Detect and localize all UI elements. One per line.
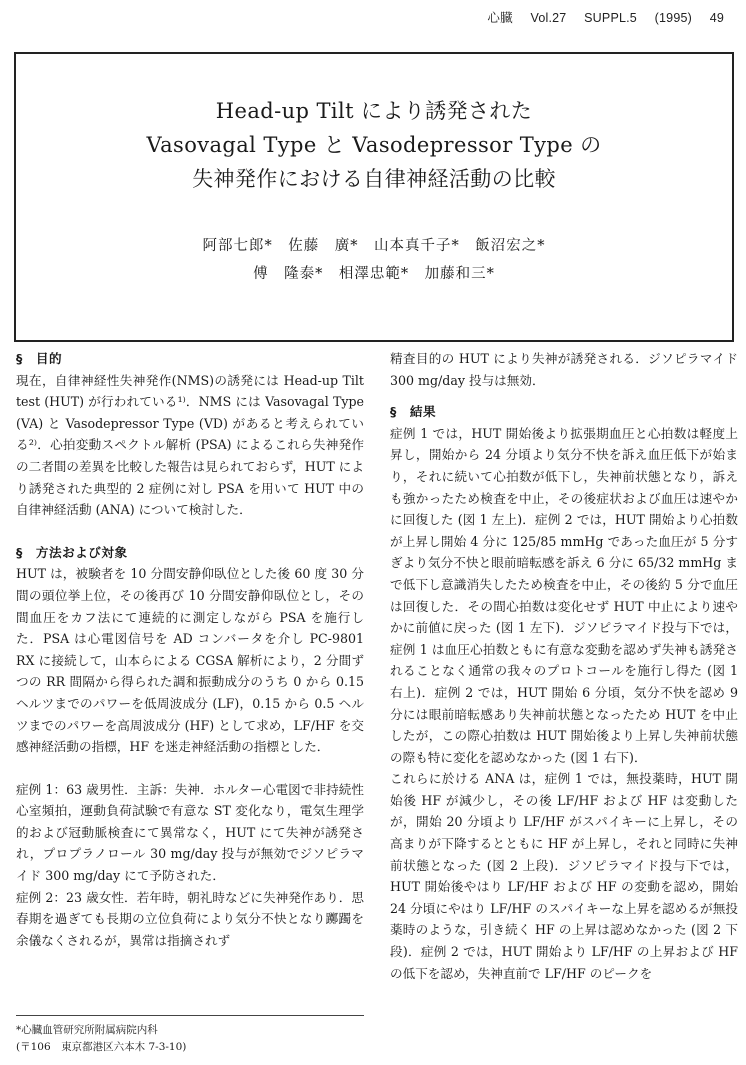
running-header (473, 8, 724, 26)
section-body-methods: HUT は，被験者を 10 分間安静仰臥位とした後 60 度 30 分間の頭位挙上位，その後再び 10 分間安静仰臥位とし，その間血圧をカフ法にて連続的に測定しながら PSA を施行した．PSA は心電図信号を AD コンバータを介し PC-9801 RX に接続して，山本らによる CGSA 解析により，2 分間ずつの RR 間隔から得られた調和振動成分のうち 0 から 0.15 ヘルツまでのパワーを低周波成分 (LF)，0.15 から 0.5 ヘルツまでのパワーを高周波成分 (HF) として求め，LF/HF を交感神経活動の指標，HF を迷走神経活動の指標とした． (16, 566, 364, 755)
section-body-purpose: 現在，自律神経性失神発作(NMS)の誘発には Head-up Tilt test (HUT) が行われている¹⁾．NMS には Vasovagal Type (VA) と Vasodepressor Type (VD) があると考えられている²⁾．心拍変動スペクトル解析 (PSA) によるこれら失神発作の二者間の差異を比較した報告は見られておらず，HUT により誘発された典型的 2 症例に対し PSA を用いて HUT 中の自律神経活動 (ANA) について検討した． (16, 372, 364, 518)
title-line-3: 失神発作における自律神経活動の比較 (192, 167, 556, 191)
title-box (14, 52, 734, 342)
results-paragraph-1: 症例 1 では，HUT 開始後より拡張期血圧と心拍数は軽度上昇し，開始から 24 分頃より気分不快を訴え血圧低下が始まり，それに続いて心拍数が低下し，失神前状態となり，訴えも強かったため検査を中止，その後症状および血圧は速やかに回復した (図 1 左上)．症例 2 では，HUT 開始より心拍数が上昇し開始 4 分に 125/85 mmHg であった血圧が 5 分すぎより気分不快と眼前暗転感を訴え 6 分に 65/32 mmHg まで低下し意識消失したため検査を中止，その後約 5 分で血圧は回復した．その間心拍数は変化せず HUT 中止により速やかに前値に戻った (図 1 左下)．ジソピラマイド投与下では，症例 1 は血圧心拍数ともに有意な変動を認めず失神も誘発されることなく通常の我々のプロトコールを施行し得た (図 1 右上)．症例 2 では，HUT 開始 6 分頃，気分不快を認め 9 分には眼前暗転感あり失神前状態となったため HUT を中止したが，この際心拍数は HUT 開始後より上昇し失神前状態の際も特に変化を認めなかった (図 1 右下)． (390, 425, 738, 765)
author-list (16, 232, 732, 288)
affiliation-footnote (16, 1015, 364, 1056)
section-heading-results: § 結果 (390, 404, 437, 420)
journal-supplement: SUPPL.5 (584, 11, 637, 25)
case-2-paragraph: 症例 2：23 歳女性．若年時，朝礼時などに失神発作あり．思春期を過ぎても長期の立位負荷により気分不快となり躑躅を余儀なくされるが，異常は指摘されず (16, 889, 364, 948)
results-paragraph-2: これらに於ける ANA は，症例 1 では，無投薬時，HUT 開始後 HF が減少し，その後 LF/HF および HF は変動したが，開始 20 分頃より LF/HF がスパイキーに上昇し，その高まりが下降するとともに HF が上昇し，それと同時に失神前状態となった (図 2 上段)．ジソピラマイド投与下では，HUT 開始後やはり LF/HF および HF の変動を認め，開始 24 分頃にやはり LF/HF のスパイキーな上昇を認めるが無投薬時のような，引き続く HF の上昇は認めなかった (図 2 下段)．症例 2 では，HUT 開始より LF/HF の上昇および HF の低下を認め，失神直前で LF/HF のピークを (390, 771, 738, 981)
section-heading-methods: § 方法および対象 (16, 544, 128, 560)
title-line-2: Vasovagal Type と Vasodepressor Type の (146, 133, 602, 157)
title-line-1: Head-up Tilt により誘発された (215, 99, 533, 123)
authors-line-1: 阿部七郎* 佐藤 廣* 山本真千子* 飯沼宏之* (202, 238, 546, 254)
footnote-address: (〒106 東京都港区六本木 7-3-10) (16, 1041, 187, 1053)
left-column (16, 348, 364, 951)
journal-year: (1995) (654, 11, 692, 25)
right-column (390, 348, 738, 984)
continued-paragraph: 精査目的の HUT により失神が誘発される．ジソピラマイド 300 mg/day 投与は無効． (390, 351, 738, 388)
page-number: 49 (709, 11, 724, 25)
article-title (16, 94, 732, 196)
journal-name: 心臓 (487, 11, 513, 25)
footnote-affiliation: *心臓血管研究所附属病院内科 (16, 1024, 158, 1036)
authors-line-2: 傅 隆泰* 相澤忠範* 加藤和三* (253, 266, 495, 282)
journal-volume: Vol.27 (530, 11, 567, 25)
section-heading-purpose: § 目的 (16, 351, 63, 366)
case-1-paragraph: 症例 1：63 歳男性．主訴：失神．ホルター心電図で非持続性心室頻拍，運動負荷試験で有意な ST 変化なり，電気生理学的および冠動脈検査にて異常なく，HUT にて失神が誘発され，プロプラノロール 30 mg/day 投与が無効でジソピラマイド 300 mg/day にて予防された． (16, 781, 364, 884)
